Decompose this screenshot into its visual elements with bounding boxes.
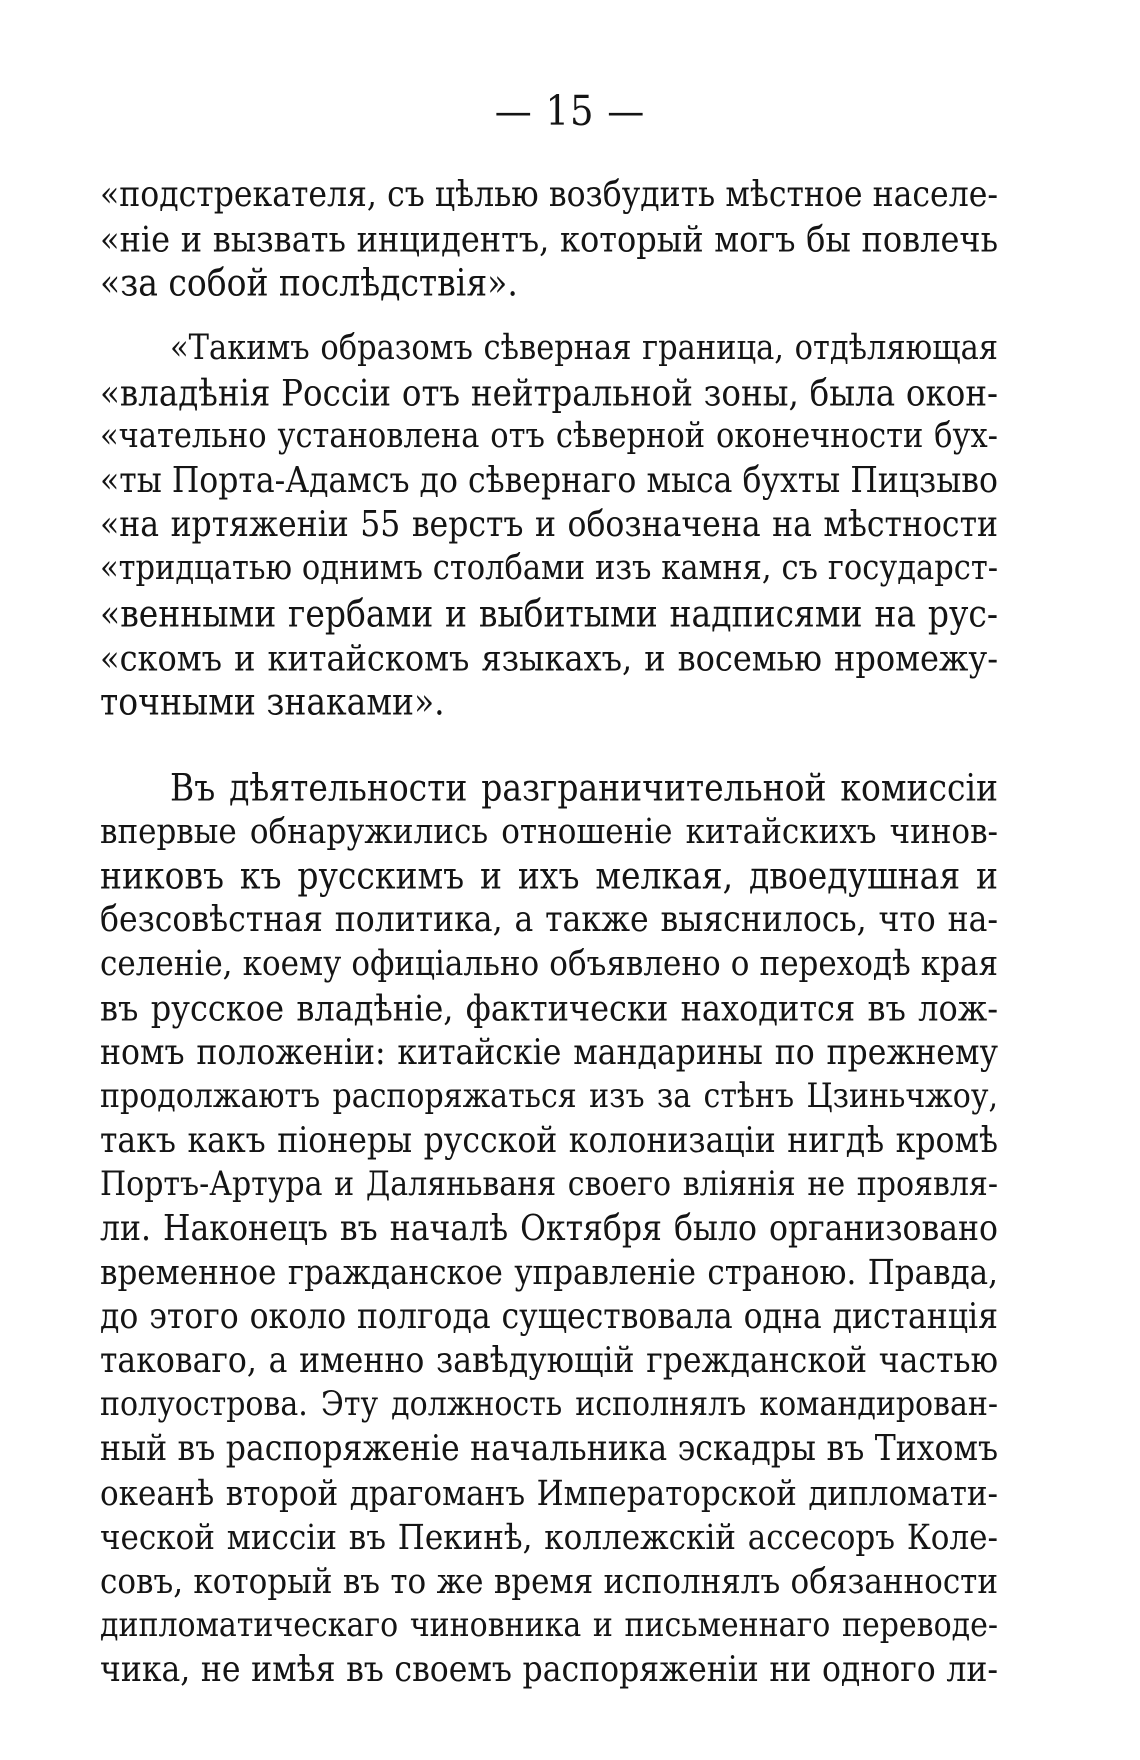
- text-line: «чательно установлена отъ сѣверной оконечности бух-: [100, 417, 998, 457]
- text-line: совъ, который въ то же время исполнялъ обязанности: [100, 1561, 998, 1602]
- text-line: «тридцатью однимъ столбами изъ камня, съ государст-: [100, 549, 998, 589]
- text-line: полуострова. Эту должность исполнялъ командирован-: [100, 1385, 998, 1425]
- text-line: точными знаками».: [100, 679, 445, 724]
- text-line: никовъ къ русскимъ и ихъ мелкая, двоедушная и: [100, 853, 998, 898]
- text-line: продолжаютъ распоряжаться изъ за стѣнъ Цзиньчжоу,: [100, 1076, 998, 1116]
- text-line: ли. Наконецъ въ началѣ Октября было организовано: [100, 1208, 998, 1250]
- text-line: селеніе, коему офиціально объявлено о переходѣ края: [100, 944, 998, 985]
- text-line: ческой миссіи въ Пекинѣ, коллежскій ассесоръ Коле-: [100, 1517, 998, 1558]
- text-line: «владѣнія Россіи отъ нейтральной зоны, была окон-: [100, 371, 998, 415]
- text-line: океанѣ второй драгоманъ Императорской дипломати-: [100, 1473, 998, 1514]
- text-line: Въ дѣятельности разграничительной комиссіи: [170, 765, 998, 810]
- text-line: «за собой послѣдствія».: [100, 260, 518, 305]
- paragraph-border-quote: [100, 327, 998, 724]
- text-line: «ніе и вызвать инцидентъ, который могъ бы повлечь: [100, 217, 998, 261]
- text-line: «венными гербами и выбитыми надписями на рус-: [100, 591, 998, 635]
- text-line: «подстрекателя, съ цѣлью возбудить мѣстное населе-: [100, 174, 998, 216]
- text-line: «ты Порта-Адамсъ до сѣвернаго мыса бухты Пицзыво: [100, 461, 998, 502]
- text-line: въ русское владѣніе, фактически находится въ лож-: [100, 987, 998, 1030]
- text-line: дипломатическаго чиновника и письменнаго переводе-: [100, 1605, 998, 1645]
- text-line: такъ какъ піонеры русской колонизаціи нигдѣ кромѣ: [100, 1120, 998, 1161]
- text-line: впервые обнаружились отношеніе китайскихъ чинов-: [100, 811, 998, 853]
- text-line: Портъ-Артура и Даляньваня своего вліянія не проявля-: [100, 1164, 998, 1204]
- text-line: «скомъ и китайскомъ языкахъ, и восемью нромежу-: [100, 636, 998, 679]
- text-line: «Такимъ образомъ сѣверная граница, отдѣляющая: [170, 328, 998, 369]
- paragraph-quote-continuation: [100, 173, 998, 305]
- page-number: — 15 —: [494, 87, 646, 136]
- text-line: ный въ распоряженіе начальника эскадры въ Тихомъ: [100, 1429, 998, 1470]
- paragraph-commission-activity: [100, 766, 998, 1692]
- text-line: безсовѣстная политика, а также выяснилось, что на-: [100, 900, 998, 941]
- text-line: «на иртяженіи 55 верстъ и обозначена на мѣстности: [100, 505, 998, 546]
- text-line: временное гражданское управленіе страною. Правда,: [100, 1252, 998, 1294]
- text-line: до этого около полгода существовала одна дистанція: [100, 1296, 998, 1338]
- text-line: таковаго, а именно завѣдующій грежданской частью: [100, 1341, 998, 1382]
- text-line: чика, не имѣя въ своемъ распоряженіи ни одного ли-: [100, 1649, 998, 1691]
- text-line: номъ положеніи: китайскіе мандарины по прежнему: [100, 1032, 998, 1073]
